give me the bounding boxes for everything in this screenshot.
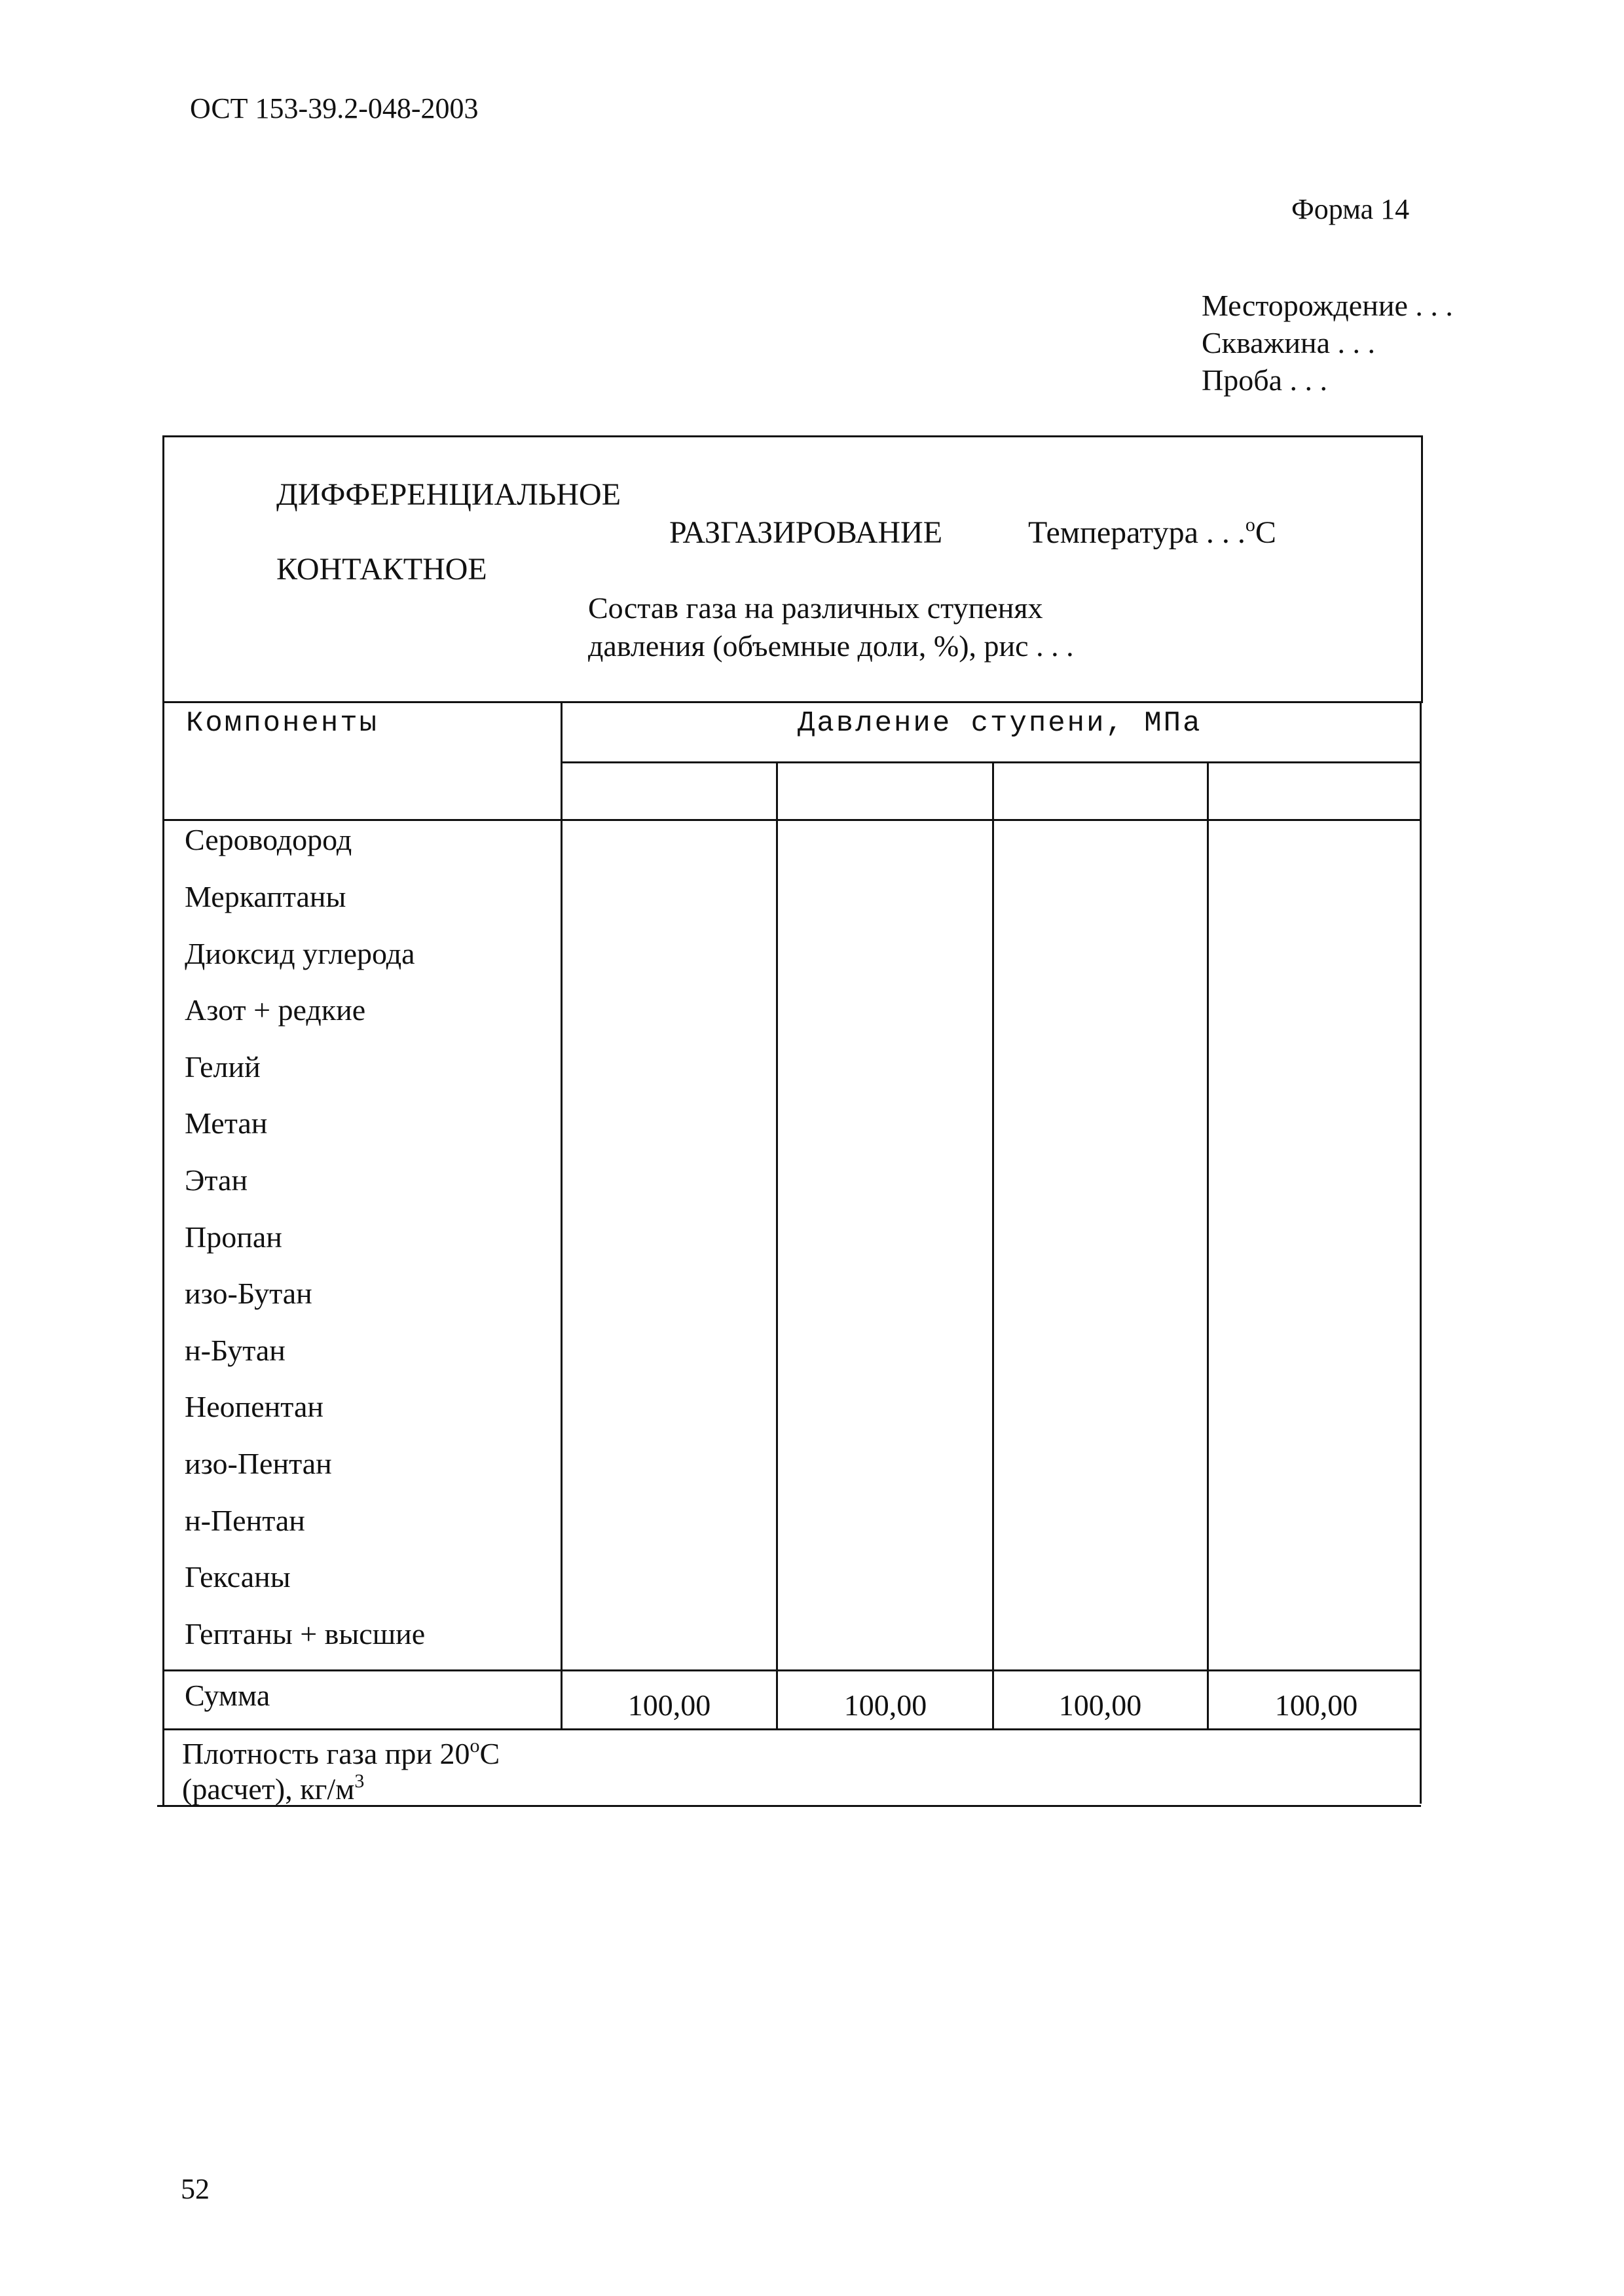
sum-label: Сумма <box>185 1679 270 1712</box>
sum-row-bottom-border <box>162 1728 1420 1730</box>
sum-value-3: 100,00 <box>1058 1688 1142 1722</box>
sample-label: Проба . . . <box>1202 363 1328 397</box>
table-right-border-upper <box>1421 435 1423 702</box>
column-divider-2 <box>776 761 778 1728</box>
column-divider-1 <box>561 702 563 1728</box>
component-heptanes-plus: Гептаны + высшие <box>185 1617 426 1650</box>
table-right-border-lower <box>1420 702 1422 1804</box>
component-helium: Гелий <box>185 1050 261 1084</box>
document-code: ОСТ 153-39.2-048-2003 <box>190 92 479 124</box>
page-number: 52 <box>181 2173 210 2205</box>
form-label: Форма 14 <box>1291 193 1410 225</box>
composition-caption-line-2: давления (объемные доли, %), рис . . . <box>588 629 1074 663</box>
table-top-border <box>162 435 1423 437</box>
components-column-header: Компоненты <box>186 707 379 740</box>
pressure-column-header: Давление ступени, МПа <box>798 707 1202 740</box>
sum-value-1: 100,00 <box>627 1688 711 1722</box>
column-divider-3 <box>992 761 994 1728</box>
component-carbon-dioxide: Диоксид углерода <box>185 937 415 970</box>
component-mercaptans: Меркаптаны <box>185 880 346 913</box>
table-left-border <box>162 435 164 1806</box>
component-isobutane: изо-Бутан <box>185 1277 312 1310</box>
contact-label: КОНТАКТНОЕ <box>276 552 487 587</box>
degassing-label: РАЗГАЗИРОВАНИЕ <box>669 515 943 550</box>
differential-label: ДИФФЕРЕНЦИАЛЬНОЕ <box>276 477 621 512</box>
well-label: Скважина . . . <box>1202 326 1375 359</box>
density-label-line-2: (расчет), $кг/м^3$ <box>182 1770 365 1806</box>
component-hexanes: Гексаны <box>185 1560 291 1594</box>
temperature-label: Температура . . .$^o$C <box>1028 514 1276 550</box>
component-n-butane: н-Бутан <box>185 1334 286 1367</box>
component-isopentane: изо-Пентан <box>185 1447 332 1480</box>
sum-row-top-border <box>162 1669 1420 1671</box>
component-methane: Метан <box>185 1106 268 1140</box>
sum-value-4: 100,00 <box>1274 1688 1358 1722</box>
field-label: Месторождение . . . <box>1202 289 1453 322</box>
component-ethane: Этан <box>185 1163 248 1197</box>
title-block-bottom-border <box>162 701 1423 703</box>
component-nitrogen-rare: Азот + редкие <box>185 993 366 1027</box>
component-propane: Пропан <box>185 1220 282 1254</box>
density-label-line-1: Плотность газа при 20$^o$C <box>182 1735 500 1770</box>
sum-value-2: 100,00 <box>843 1688 927 1722</box>
component-n-pentane: н-Пентан <box>185 1504 305 1537</box>
component-hydrogen-sulfide: Сероводород <box>185 823 352 856</box>
pressure-header-divider <box>561 761 1422 763</box>
composition-caption-line-1: Состав газа на различных ступенях <box>588 591 1043 625</box>
header-bottom-border <box>162 819 1422 821</box>
column-divider-4 <box>1207 761 1209 1728</box>
component-neopentane: Неопентан <box>185 1390 323 1423</box>
